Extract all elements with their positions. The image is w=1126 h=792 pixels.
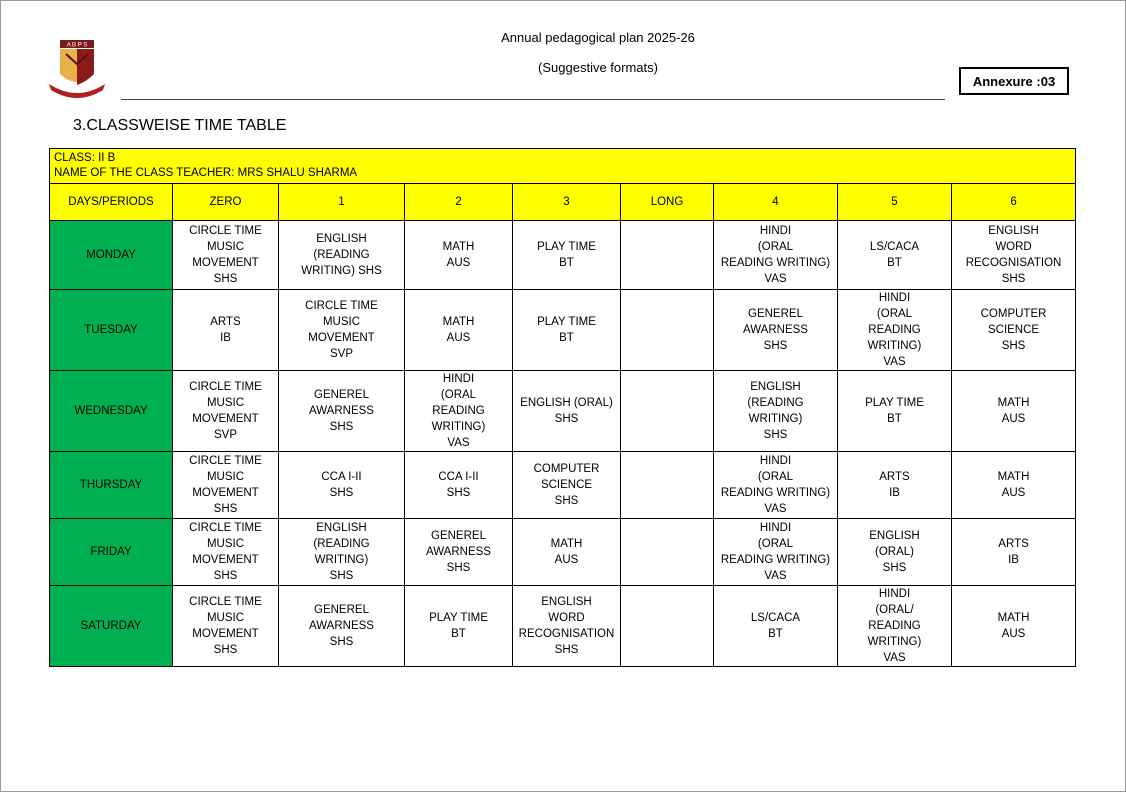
cell-text: SCIENCE <box>987 324 1040 336</box>
cell-text: CIRCLE TIME <box>189 455 262 467</box>
period-cell <box>952 371 1076 452</box>
cell-text: CIRCLE TIME <box>189 596 262 608</box>
document-subtitle: (Suggestive formats) <box>538 60 658 75</box>
cell-text: SHS <box>763 429 788 441</box>
cell-text: MATH <box>550 538 583 550</box>
cell-text: WRITING) SHS <box>301 265 382 277</box>
table-row <box>50 371 1076 452</box>
cell-text: SHS <box>213 503 238 515</box>
period-cell <box>513 221 621 290</box>
cell-text: WRITING) <box>867 340 922 352</box>
cell-text: (READING <box>313 538 370 550</box>
day-label: FRIDAY <box>50 519 173 586</box>
header-row <box>50 184 1076 221</box>
header-rule <box>121 99 945 100</box>
cell-text: SHS <box>329 421 354 433</box>
cell-text: SHS <box>763 340 788 352</box>
day-label: SATURDAY <box>50 586 173 667</box>
column-header: 4 <box>714 184 838 221</box>
cell-text: GENEREL <box>314 389 369 401</box>
cell-text: (READING <box>313 249 370 261</box>
cell-text: ARTS <box>998 538 1029 550</box>
cell-text: SHS <box>329 487 354 499</box>
cell-text: MUSIC <box>322 316 361 328</box>
period-cell <box>621 221 714 290</box>
cell-text: RECOGNISATION <box>965 257 1062 269</box>
cell-text: SHS <box>329 570 354 582</box>
day-label: THURSDAY <box>50 452 173 519</box>
period-cell <box>952 519 1076 586</box>
cell-text: MUSIC <box>206 397 245 409</box>
period-cell <box>173 221 279 290</box>
cell-text: AUS <box>446 257 471 269</box>
cell-text: READING <box>868 324 921 336</box>
cell-text: WORD <box>548 612 585 624</box>
cell-text: ENGLISH (ORAL) <box>520 397 613 409</box>
period-cell <box>621 371 714 452</box>
cell-text: MATH <box>997 397 1030 409</box>
class-teacher: NAME OF THE CLASS TEACHER: MRS SHALU SHARMA <box>54 167 358 179</box>
period-cell <box>621 290 714 371</box>
class-info <box>50 149 1076 184</box>
cell-text: VAS <box>883 356 906 368</box>
column-header: 3 <box>513 184 621 221</box>
period-cell <box>952 221 1076 290</box>
cell-text: VAS <box>764 570 787 582</box>
document-title: Annual pedagogical plan 2025-26 <box>501 30 695 45</box>
cell-text: SVP <box>213 429 237 441</box>
cell-text: WRITING) <box>314 554 369 566</box>
day-label: MONDAY <box>50 221 173 290</box>
period-cell <box>405 290 513 371</box>
column-header: DAYS/PERIODS <box>50 184 173 221</box>
table-row <box>50 586 1076 667</box>
cell-text: LS/CACA <box>750 612 801 624</box>
period-cell <box>621 452 714 519</box>
cell-text: LS/CACA <box>869 241 920 253</box>
cell-text: COMPUTER <box>980 308 1047 320</box>
cell-text: GENEREL <box>431 530 486 542</box>
period-cell <box>838 586 952 667</box>
cell-text: AWARNESS <box>309 405 374 417</box>
cell-text: PLAY TIME <box>537 316 596 328</box>
cell-text: VAS <box>764 503 787 515</box>
cell-text: MUSIC <box>206 471 245 483</box>
cell-text: IB <box>1008 554 1019 566</box>
cell-text: AWARNESS <box>426 546 491 558</box>
cell-text: READING <box>432 405 485 417</box>
period-cell <box>714 586 838 667</box>
cell-text: CIRCLE TIME <box>189 381 262 393</box>
cell-text: ENGLISH <box>541 596 592 608</box>
cell-text: AUS <box>554 554 579 566</box>
cell-text: READING <box>868 620 921 632</box>
cell-text: (ORAL <box>757 538 794 550</box>
period-cell <box>838 290 952 371</box>
cell-text: READING WRITING) <box>720 487 831 499</box>
cell-text: HINDI <box>442 373 475 385</box>
cell-text: ENGLISH <box>316 233 367 245</box>
class-name: CLASS: II B <box>54 152 116 164</box>
period-cell <box>714 519 838 586</box>
cell-text: SHS <box>1001 340 1026 352</box>
period-cell <box>279 452 405 519</box>
period-cell <box>621 586 714 667</box>
cell-text: MOVEMENT <box>192 628 259 640</box>
cell-text: WRITING) <box>867 636 922 648</box>
cell-text: (READING <box>747 397 804 409</box>
cell-text: BT <box>451 628 466 640</box>
column-header: LONG <box>621 184 714 221</box>
cell-text: IB <box>220 332 231 344</box>
cell-text: (ORAL/ <box>875 604 914 616</box>
cell-text: SHS <box>213 644 238 656</box>
cell-text: COMPUTER <box>533 463 600 475</box>
cell-text: HINDI <box>759 522 792 534</box>
period-cell <box>621 519 714 586</box>
cell-text: VAS <box>447 437 470 449</box>
cell-text: SHS <box>554 495 579 507</box>
period-cell <box>838 221 952 290</box>
table-row <box>50 519 1076 586</box>
period-cell <box>279 586 405 667</box>
cell-text: AUS <box>1001 628 1026 640</box>
cell-text: AUS <box>446 332 471 344</box>
column-header: 2 <box>405 184 513 221</box>
cell-text: MOVEMENT <box>192 554 259 566</box>
period-cell <box>952 452 1076 519</box>
cell-text: (ORAL <box>440 389 477 401</box>
cell-text: WRITING) <box>748 413 803 425</box>
period-cell <box>279 290 405 371</box>
cell-text: SCIENCE <box>540 479 593 491</box>
period-cell <box>838 452 952 519</box>
period-cell <box>513 371 621 452</box>
cell-text: VAS <box>764 273 787 285</box>
cell-text: RECOGNISATION <box>518 628 615 640</box>
cell-text: MATH <box>997 471 1030 483</box>
cell-text: MUSIC <box>206 241 245 253</box>
cell-text: MATH <box>442 316 475 328</box>
column-header: 6 <box>952 184 1076 221</box>
cell-text: HINDI <box>759 225 792 237</box>
period-cell <box>173 290 279 371</box>
cell-text: PLAY TIME <box>865 397 924 409</box>
cell-text: MATH <box>442 241 475 253</box>
cell-text: CCA I-II <box>438 471 479 483</box>
table-row <box>50 452 1076 519</box>
period-cell <box>513 586 621 667</box>
cell-text: CIRCLE TIME <box>189 522 262 534</box>
period-cell <box>513 290 621 371</box>
period-cell <box>405 221 513 290</box>
cell-text: ENGLISH <box>750 381 801 393</box>
cell-text: SVP <box>329 348 353 360</box>
cell-text: SHS <box>882 562 907 574</box>
cell-text: ARTS <box>879 471 910 483</box>
cell-text: SHS <box>329 636 354 648</box>
cell-text: MUSIC <box>206 612 245 624</box>
cell-text: VAS <box>883 652 906 664</box>
cell-text: AWARNESS <box>309 620 374 632</box>
cell-text: PLAY TIME <box>537 241 596 253</box>
cell-text: HINDI <box>878 588 911 600</box>
period-cell <box>838 371 952 452</box>
cell-text: MOVEMENT <box>192 413 259 425</box>
cell-text: PLAY TIME <box>429 612 488 624</box>
cell-text: (ORAL <box>757 471 794 483</box>
cell-text: HINDI <box>759 455 792 467</box>
cell-text: SHS <box>446 562 471 574</box>
timetable <box>49 148 1076 667</box>
section-heading: 3.CLASSWEISE TIME TABLE <box>73 117 287 134</box>
cell-text: (ORAL <box>876 308 913 320</box>
period-cell <box>279 221 405 290</box>
cell-text: SHS <box>446 487 471 499</box>
cell-text: AUS <box>1001 413 1026 425</box>
period-cell <box>714 452 838 519</box>
cell-text: AUS <box>1001 487 1026 499</box>
period-cell <box>513 519 621 586</box>
cell-text: BT <box>768 628 783 640</box>
cell-text: READING WRITING) <box>720 257 831 269</box>
period-cell <box>714 371 838 452</box>
cell-text: GENEREL <box>314 604 369 616</box>
cell-text: IB <box>889 487 900 499</box>
period-cell <box>513 452 621 519</box>
cell-text: MOVEMENT <box>192 257 259 269</box>
table-row <box>50 290 1076 371</box>
day-label: WEDNESDAY <box>50 371 173 452</box>
cell-text: BT <box>559 257 574 269</box>
period-cell <box>838 519 952 586</box>
day-label: TUESDAY <box>50 290 173 371</box>
period-cell <box>173 371 279 452</box>
cell-text: HINDI <box>878 292 911 304</box>
cell-text: SHS <box>213 273 238 285</box>
period-cell <box>279 519 405 586</box>
cell-text: (ORAL <box>757 241 794 253</box>
period-cell <box>405 519 513 586</box>
logo-text: A B P S <box>66 42 88 49</box>
cell-text: SHS <box>554 413 579 425</box>
period-cell <box>173 519 279 586</box>
period-cell <box>173 452 279 519</box>
period-cell <box>952 290 1076 371</box>
cell-text: WORD <box>995 241 1032 253</box>
period-cell <box>714 221 838 290</box>
cell-text: AWARNESS <box>743 324 808 336</box>
cell-text: ARTS <box>210 316 241 328</box>
cell-text: WRITING) <box>431 421 486 433</box>
period-cell <box>405 586 513 667</box>
period-cell <box>279 371 405 452</box>
cell-text: ENGLISH <box>316 522 367 534</box>
cell-text: MOVEMENT <box>308 332 375 344</box>
cell-text: READING WRITING) <box>720 554 831 566</box>
cell-text: CIRCLE TIME <box>305 300 378 312</box>
cell-text: BT <box>559 332 574 344</box>
cell-text: CCA I-II <box>321 471 362 483</box>
table-row <box>50 221 1076 290</box>
cell-text: MATH <box>997 612 1030 624</box>
period-cell <box>173 586 279 667</box>
period-cell <box>405 452 513 519</box>
period-cell <box>714 290 838 371</box>
cell-text: SHS <box>213 570 238 582</box>
cell-text: (ORAL) <box>875 546 914 558</box>
cell-text: ENGLISH <box>988 225 1039 237</box>
period-cell <box>952 586 1076 667</box>
cell-text: MOVEMENT <box>192 487 259 499</box>
cell-text: CIRCLE TIME <box>189 225 262 237</box>
cell-text: BT <box>887 257 902 269</box>
column-header: ZERO <box>173 184 279 221</box>
cell-text: ENGLISH <box>869 530 920 542</box>
annexure-box: Annexure :03 <box>959 67 1069 95</box>
column-header: 1 <box>279 184 405 221</box>
cell-text: BT <box>887 413 902 425</box>
period-cell <box>405 371 513 452</box>
column-header: 5 <box>838 184 952 221</box>
cell-text: SHS <box>554 644 579 656</box>
cell-text: GENEREL <box>748 308 803 320</box>
cell-text: SHS <box>1001 273 1026 285</box>
cell-text: MUSIC <box>206 538 245 550</box>
